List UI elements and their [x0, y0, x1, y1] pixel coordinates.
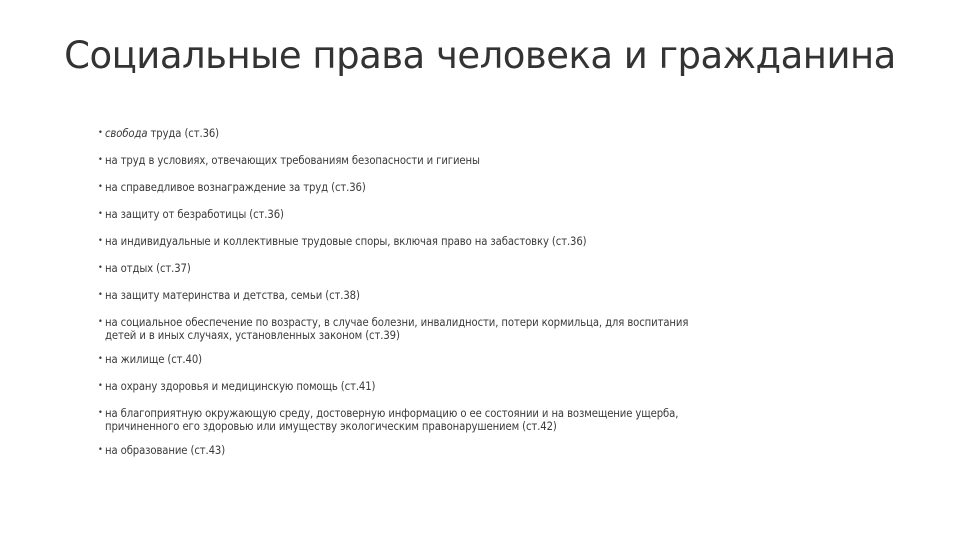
rights-list: [98, 127, 818, 471]
item-text: на защиту материнства и детства, семьи (ст.38): [105, 289, 360, 302]
list-item: [98, 154, 818, 170]
list-item: [98, 353, 818, 369]
item-text-line-1: • на социальное обеспечение по возрасту, в случае болезни, инвалидности, потери кормильца, для воспитания: [105, 316, 689, 329]
item-text: на жилище (ст.40): [105, 353, 202, 366]
list-item: [98, 262, 818, 278]
slide-title: Социальные права человека и гражданина: [64, 34, 896, 77]
list-item: [98, 208, 818, 224]
item-text: на охрану здоровья и медицинскую помощь (ст.41): [105, 380, 376, 393]
item-text-line-1: • на благоприятную окружающую среду, достоверную информацию о ее состоянии и на возмещение ущерба,: [105, 407, 679, 420]
item-text-line-2: детей и в иных случаях, установленных законом (ст.39): [105, 329, 400, 342]
item-text: на защиту от безработицы (ст.36): [105, 208, 284, 221]
list-item: [98, 289, 818, 305]
item-emphasis: свобода: [105, 127, 148, 140]
item-text: на образование (ст.43): [105, 444, 226, 457]
list-item: [98, 235, 818, 251]
list-item: [98, 380, 818, 396]
item-text: на отдых (ст.37): [105, 262, 191, 275]
list-item: [98, 316, 818, 342]
list-item: [98, 407, 818, 433]
item-text: на труд в условиях, отвечающих требованиям безопасности и гигиены: [105, 154, 480, 167]
item-text: на справедливое вознаграждение за труд (ст.36): [105, 181, 366, 194]
item-text-line-2: причиненного его здоровью или имуществу экологическим правонарушением (ст.42): [105, 420, 557, 433]
item-text: на индивидуальные и коллективные трудовые споры, включая право на забастовку (ст.36): [105, 235, 587, 248]
item-text: труда (ст.36): [147, 127, 219, 140]
list-item: [98, 127, 818, 143]
list-item: [98, 181, 818, 197]
list-item: [98, 444, 818, 460]
